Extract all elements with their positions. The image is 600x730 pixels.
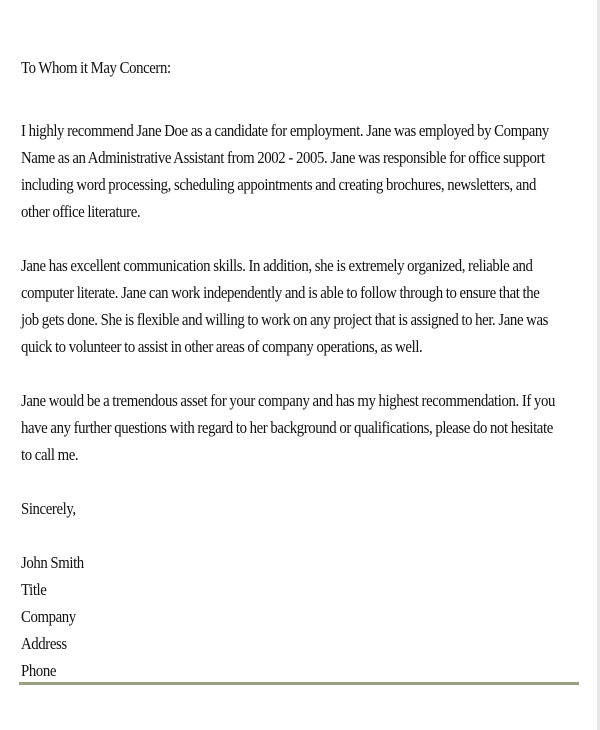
paragraph-spacer — [21, 522, 583, 549]
paragraph-2-line: quick to volunteer to assist in other areas of company operations, as well. — [21, 337, 423, 356]
footer-divider — [19, 682, 579, 685]
signature-name: John Smith — [21, 553, 84, 572]
paragraph-3 — [21, 387, 583, 468]
paragraph-1 — [21, 117, 583, 225]
signature-block — [21, 549, 583, 684]
signature-phone: Phone — [21, 661, 57, 680]
closing: Sincerely, — [21, 499, 76, 518]
paragraph-2-line: Jane has excellent communication skills. In addition, she is extremely organized, reliable and — [21, 256, 533, 275]
paragraph-2-line: computer literate. Jane can work independently and is able to follow through to ensure that the — [21, 283, 540, 302]
paragraph-3-line: to call me. — [21, 445, 79, 464]
signature-address: Address — [21, 634, 67, 653]
signature-title: Title — [21, 580, 47, 599]
paragraph-spacer — [21, 468, 583, 495]
paragraph-1-line: I highly recommend Jane Doe as a candidate for employment. Jane was employed by Company — [21, 121, 549, 140]
paragraph-spacer — [21, 90, 583, 117]
paragraph-1-line: including word processing, scheduling appointments and creating brochures, newsletters, and — [21, 175, 536, 194]
paragraph-spacer — [21, 360, 583, 387]
paragraph-1-line: other office literature. — [21, 202, 141, 221]
paragraph-spacer — [21, 225, 583, 252]
paragraph-2-line: job gets done. She is flexible and willing to work on any project that is assigned to her. Jane was — [21, 310, 548, 329]
paragraph-1-line: Name as an Administrative Assistant from 2002 - 2005. Jane was responsible for office support — [21, 148, 545, 167]
paragraph-3-line: Jane would be a tremendous asset for your company and has my highest recommendation. If you — [21, 391, 555, 410]
paragraph-3-line: have any further questions with regard to her background or qualifications, please do not hesitate — [21, 418, 553, 437]
greeting: To Whom it May Concern: — [21, 58, 171, 77]
paragraph-2 — [21, 252, 583, 360]
recommendation-letter — [21, 54, 583, 684]
signature-company: Company — [21, 607, 76, 626]
